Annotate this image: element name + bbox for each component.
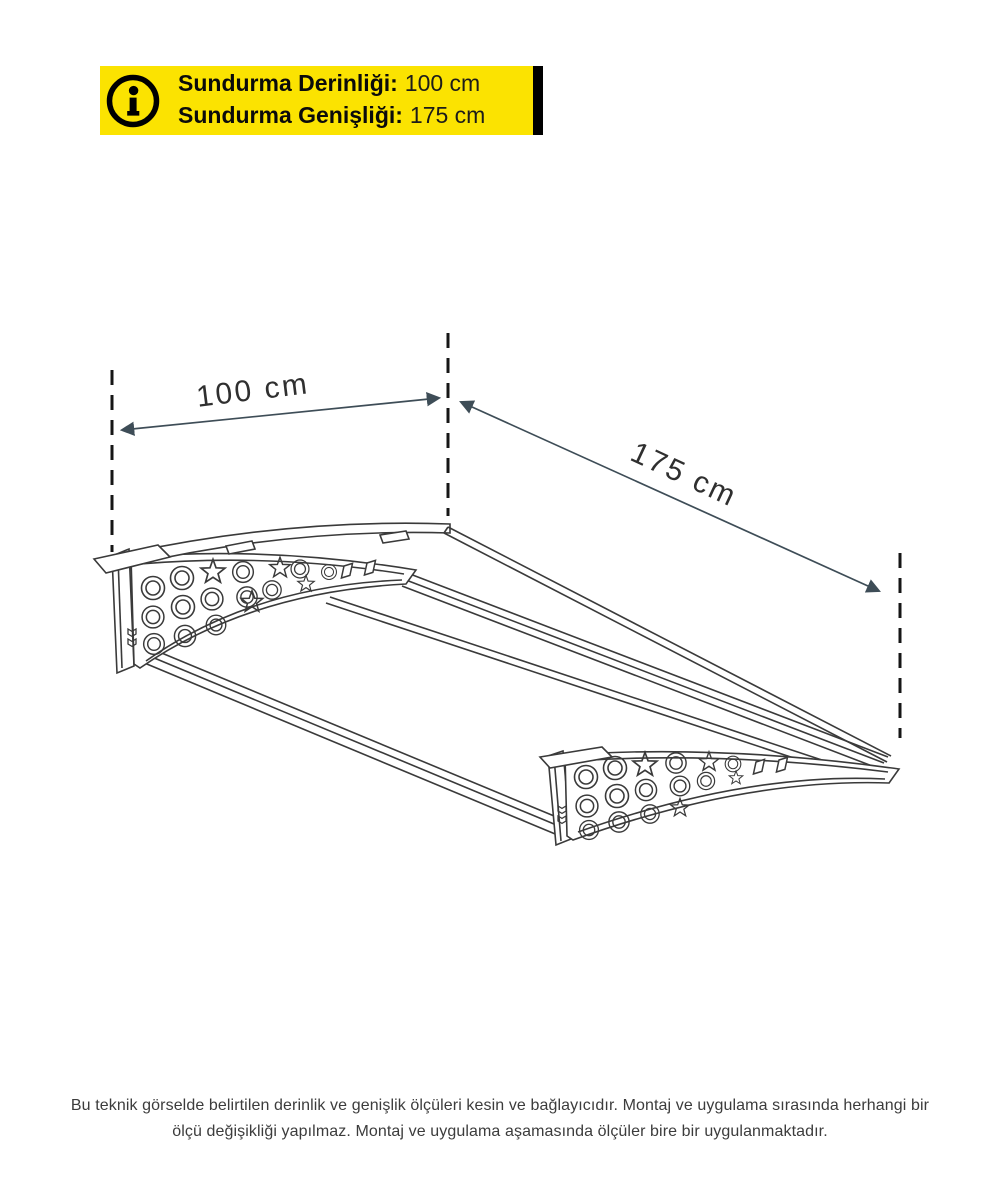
depth-dimension-label: 100 cm [194,367,312,414]
width-dimension-label: 175 cm [625,435,743,514]
depth-value: 100 cm [404,69,481,96]
width-value: 175 cm [409,101,486,128]
width-dimension-arrow [461,402,879,591]
right-bracket [540,747,899,845]
disclaimer-text: Bu teknik görselde belirtilen derinlik ve genişlik ölçüleri kesin ve bağlayıcıdır. Montaj ve uygulama sırasında herhangi bir ölçü değişikliği yapılmaz. Montaj ve uygulama aşamasında ölçüler bire bir uygulanmaktadır. [70,1097,930,1141]
canopy-front-edge [444,527,891,762]
awning-drawing [94,523,899,845]
width-label: Sundurma Genişliği: [178,101,403,128]
depth-label: Sundurma Derinliği: [178,69,398,96]
